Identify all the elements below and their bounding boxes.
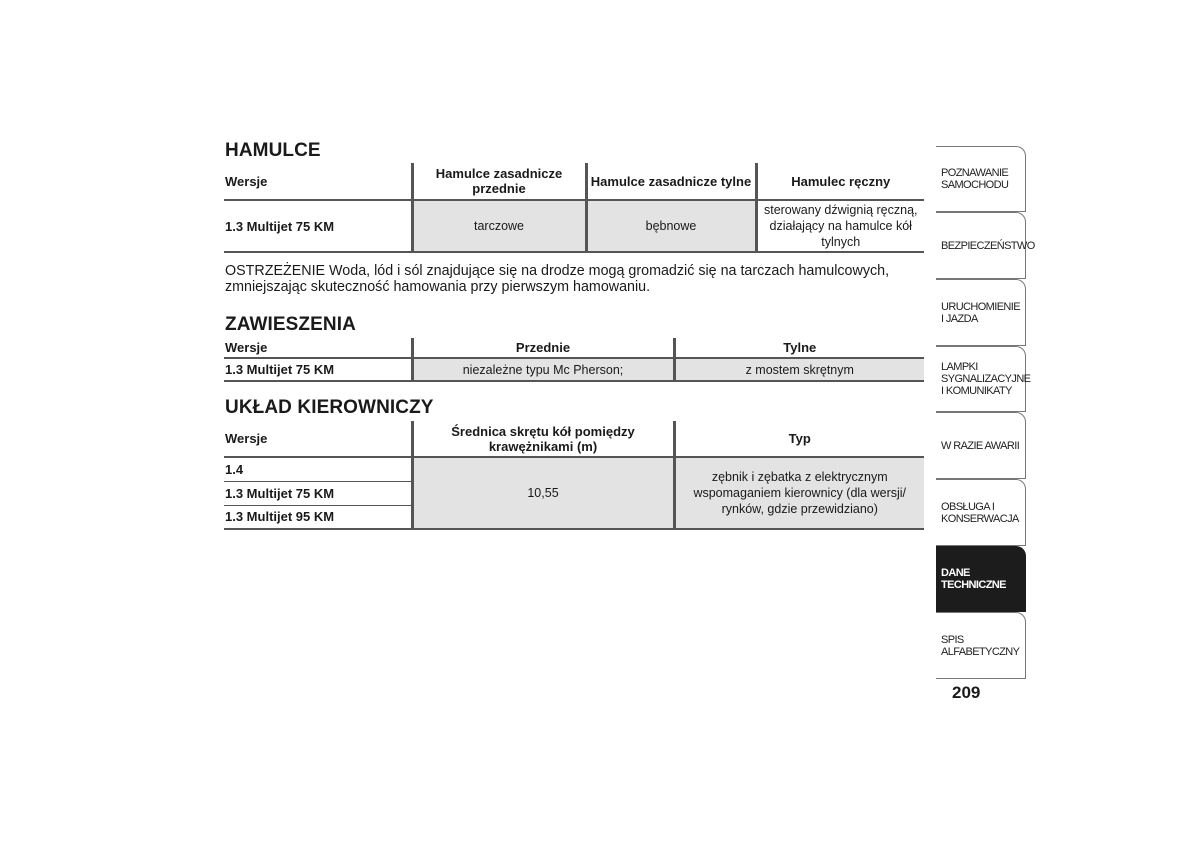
warning-text: OSTRZEŻENIE Woda, lód i sól znajdujące się na drodze mogą gromadzić się na tarczach hamulcowych, zmniejszając skuteczność hamowania przy pierwszym hamowaniu.: [225, 263, 890, 295]
tab-w-razie-awarii[interactable]: [936, 412, 1026, 479]
tab-label: LAMPKI SYGNALIZACYJNE I KOMUNIKATY: [941, 361, 1031, 397]
tab-dane-techniczne[interactable]: [936, 546, 1026, 612]
section-title-zawieszenia: ZAWIESZENIA: [225, 314, 356, 335]
header-front-brakes: Hamulce zasadnicze przednie: [412, 163, 586, 200]
table-row: [224, 457, 924, 481]
header-handbrake: Hamulec ręczny: [756, 163, 924, 200]
header-front: Przednie: [412, 338, 674, 358]
header-versions: Wersje: [224, 421, 412, 457]
suspension-table: [224, 338, 924, 382]
tab-uruchomienie-i-jazda[interactable]: [936, 279, 1026, 346]
table-row: [224, 200, 924, 252]
header-rear-brakes: Hamulce zasadnicze tylne: [586, 163, 756, 200]
rear-suspension-value: z mostem skrętnym: [674, 358, 924, 381]
tab-bezpieczenstwo[interactable]: [936, 212, 1035, 279]
header-versions: Wersje: [224, 163, 412, 200]
section-title-kierowniczy: UKŁAD KIEROWNICZY: [225, 397, 434, 418]
section-title-hamulce: HAMULCE: [225, 140, 321, 161]
tab-label: URUCHOMIENIE I JAZDA: [941, 300, 1020, 325]
header-diameter: Średnica skrętu kół pomiędzy krawężnikami (m): [412, 421, 674, 457]
tab-obsluga-i-konserwacja[interactable]: [936, 479, 1026, 546]
brakes-table: [224, 163, 924, 253]
steering-table: [224, 421, 924, 530]
tab-lampki-sygnalizacyjne[interactable]: [936, 346, 1031, 412]
header-type: Typ: [674, 421, 924, 457]
version-label: 1.3 Multijet 75 KM: [225, 218, 335, 234]
front-suspension-value: niezależne typu Mc Pherson;: [412, 358, 674, 381]
rear-brakes-value: bębnowe: [586, 200, 756, 252]
version-label: 1.3 Multijet 75 KM: [225, 485, 335, 501]
front-brakes-value: tarczowe: [412, 200, 586, 252]
tab-label: SPIS ALFABETYCZNY: [941, 633, 1020, 658]
header-rear: Tylne: [674, 338, 924, 358]
version-label: 1.3 Multijet 95 KM: [225, 509, 335, 525]
version-label: 1.3 Multijet 75 KM: [225, 362, 335, 377]
header-versions: Wersje: [224, 338, 412, 358]
tab-label: DANE TECHNICZNE: [941, 567, 1006, 591]
tab-poznawanie-samochodu[interactable]: [936, 146, 1026, 212]
turning-diameter-value: 10,55: [412, 457, 674, 529]
tab-spis-alfabetyczny[interactable]: [936, 612, 1026, 679]
table-row: [224, 358, 924, 381]
tab-label: OBSŁUGA I KONSERWACJA: [941, 500, 1019, 525]
handbrake-value: sterowany dźwignią ręczną, działający na hamulce kół tylnych: [756, 200, 924, 252]
tab-label: BEZPIECZEŃSTWO: [941, 239, 1035, 252]
version-label: 1.4: [225, 461, 244, 477]
page-number: 209: [952, 683, 981, 702]
steering-type-value: zębnik i zębatka z elektrycznym wspomaganiem kierownicy (dla wersji/ rynków, gdzie przewidziano): [674, 457, 924, 529]
tab-label: POZNAWANIE SAMOCHODU: [941, 167, 1009, 191]
tab-label: W RAZIE AWARII: [941, 439, 1020, 452]
